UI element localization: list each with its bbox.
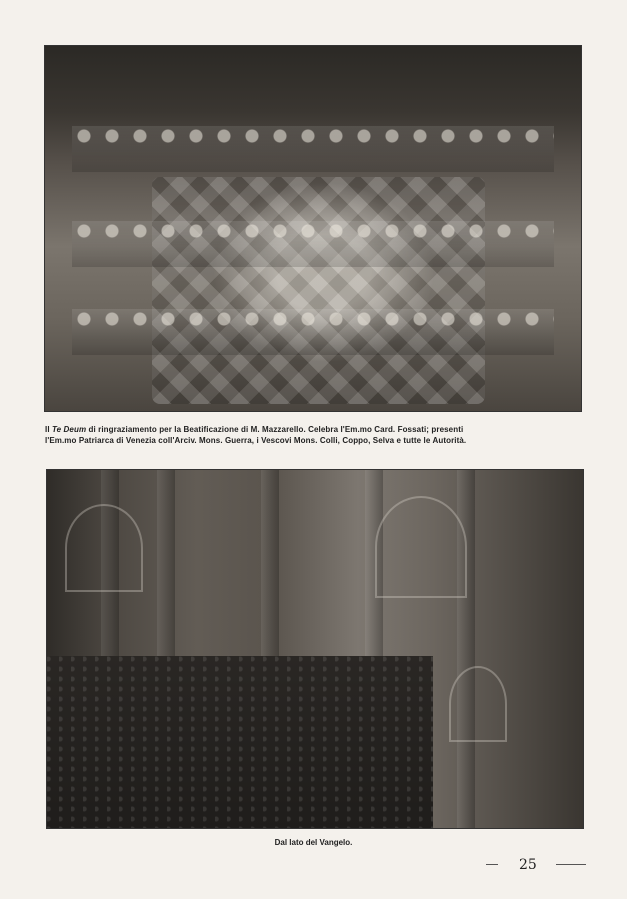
photo-te-deum-ceremony: [44, 45, 582, 412]
page-number-dash-left: [486, 864, 498, 865]
caption-top-line2: l'Em.mo Patriarca di Venezia coll'Arciv. Mons. Guerra, i Vescovi Mons. Colli, Coppo, Selva e tutte le Autorità.: [45, 436, 467, 445]
page-number-dash-right: [556, 864, 586, 865]
caption-top-te-deum: Te Deum: [51, 425, 87, 434]
page-number: 25: [519, 857, 537, 873]
arch-left: [65, 504, 143, 592]
caption-top: [45, 424, 584, 446]
photo-gospel-side: [46, 469, 584, 829]
caption-top-prefix: Il: [45, 425, 52, 434]
caption-bottom: Dal lato del Vangelo.: [274, 838, 353, 847]
clergy-row-lower: [72, 309, 554, 355]
arch-center: [375, 496, 467, 598]
crowd: [47, 656, 433, 828]
clergy-row-middle: [72, 221, 554, 267]
marble-floor-pattern: [152, 177, 484, 403]
arch-right: [449, 666, 507, 742]
caption-top-line1: di ringraziamento per la Beatificazione di M. Mazzarello. Celebra l'Em.mo Card. Fossati; presenti: [86, 425, 464, 434]
clergy-row-upper: [72, 126, 554, 172]
